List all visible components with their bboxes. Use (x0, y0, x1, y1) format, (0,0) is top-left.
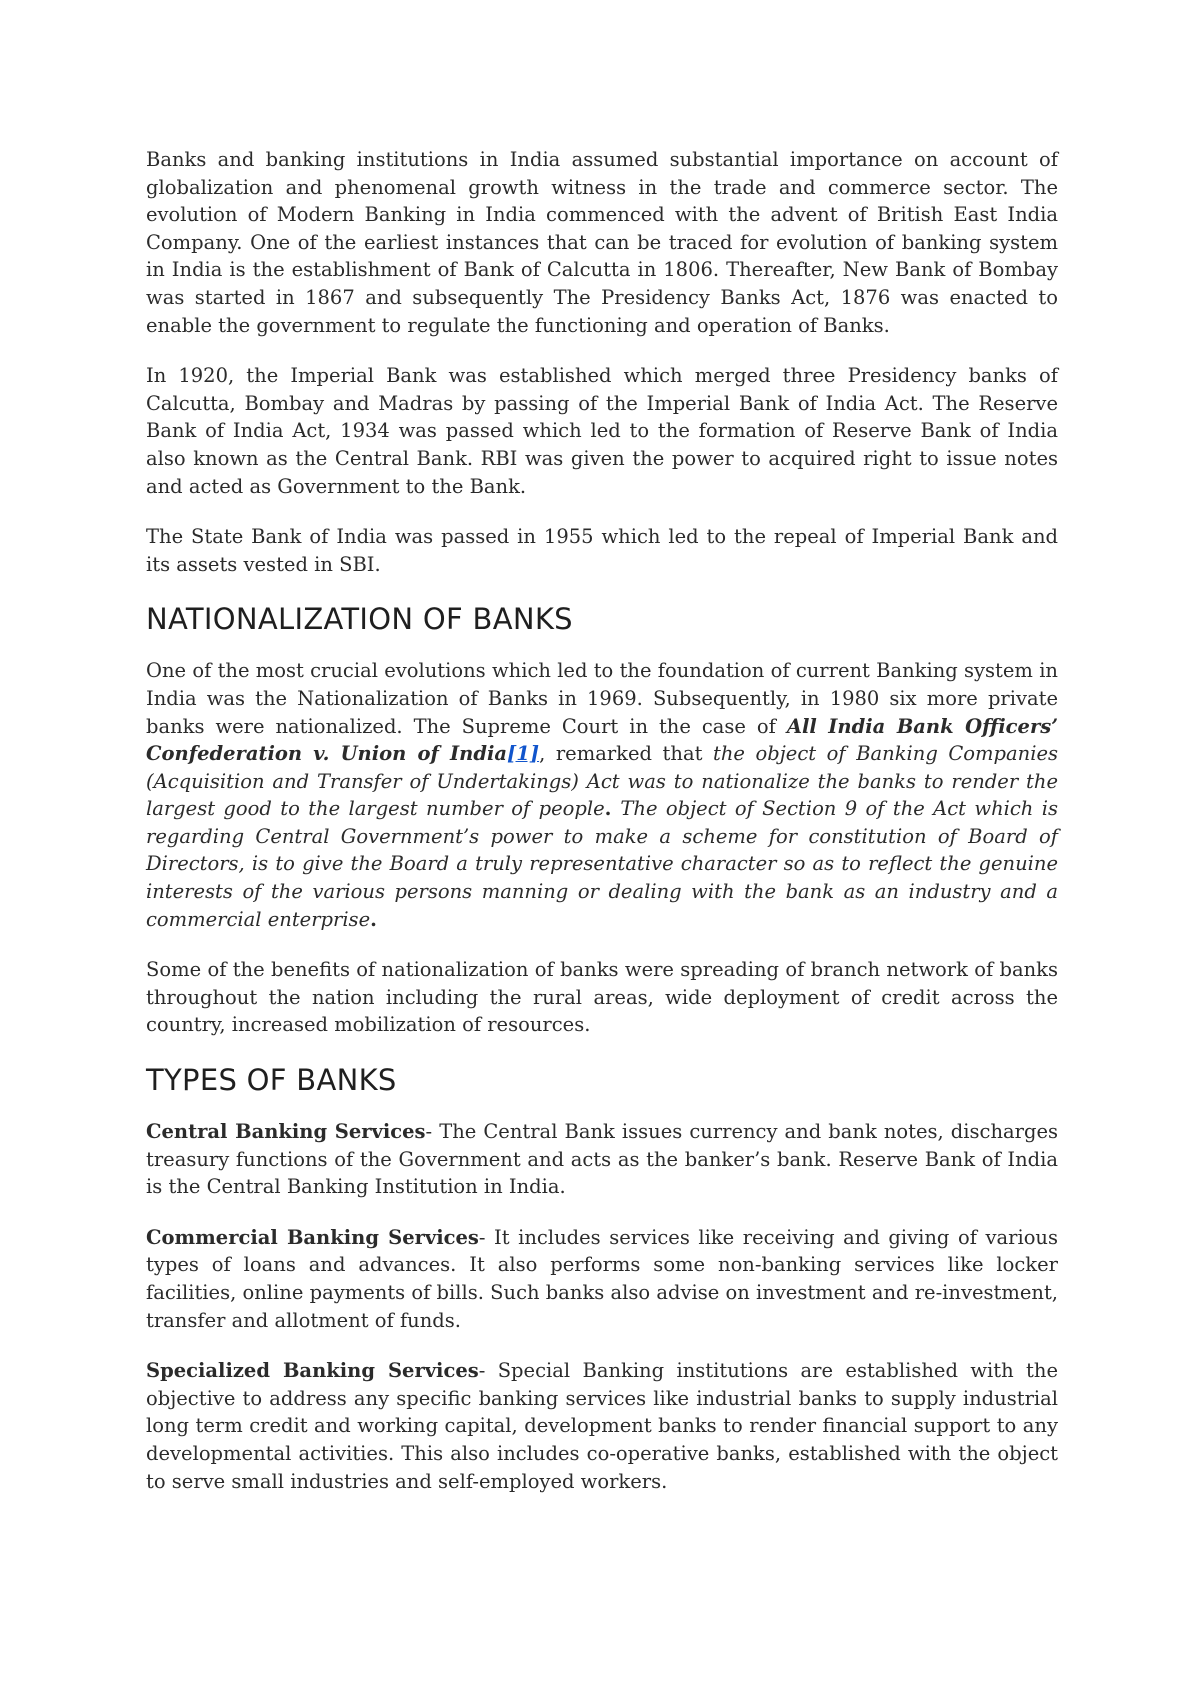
bank-type-specialized (146, 1357, 1058, 1495)
nationalization-heading: NATIONALIZATION OF BANKS (146, 602, 573, 637)
bank-type-title: Specialized Banking Services (146, 1359, 479, 1383)
bank-type-text: - It includes services like receiving and giving of various types of loans and advances. It also performs some non-banking services like locker facilities, online payments of bills. Such banks also advise on investment and re-investment, transfer and allotment of funds. (146, 1225, 1058, 1332)
nationalization-text-start: One of the most crucial evolutions which led to the foundation of current Banking system in India was the Nationalization of Banks in 1969. Subsequently, in 1980 six more private banks were nationalized. The Supreme Court in the case of (146, 659, 1058, 738)
quote-punctuation: . (604, 797, 621, 821)
court-quote-2: The object of Section 9 of the Act which is regarding Central Government’s power to make a scheme for constitution of Board of Directors, is to give the Board a truly representative character so as to reflect the genuine interests of the various persons manning or dealing with the bank as an industry and a commercial enterprise (146, 797, 1058, 931)
bank-type-commercial (146, 1224, 1058, 1334)
intro-paragraph-3: The State Bank of India was passed in 1955 which led to the repeal of Imperial Bank and its assets vested in SBI. (146, 525, 1058, 576)
bank-type-central (146, 1118, 1058, 1201)
intro-paragraph-1: Banks and banking institutions in India assumed substantial importance on account of globalization and phenomenal growth witness in the trade and commerce sector. The evolution of Modern Banking in India commenced with the advent of British East India Company. One of the earliest instances that can be traced for evolution of banking system in India is the establishment of Bank of Calcutta in 1806. Thereafter, New Bank of Bombay was started in 1867 and subsequently The Presidency Banks Act, 1876 was enacted to enable the government to regulate the functioning and operation of Banks. (146, 148, 1058, 337)
footnote-link[interactable]: [1] (507, 742, 540, 766)
bank-type-text: - Special Banking institutions are established with the objective to address any specific banking services like industrial banks to supply industrial long term credit and working capital, development banks to render financial support to any developmental activities. This also includes co-operative banks, established with the object to serve small industries and self-employed workers. (146, 1359, 1058, 1493)
case-citation: All India Bank Officers’ Confederation v. Union of India (146, 714, 1059, 766)
types-heading: TYPES OF BANKS (146, 1063, 397, 1098)
nationalization-paragraph-2: Some of the benefits of nationalization of banks were spreading of branch network of banks throughout the nation including the rural areas, wide deployment of credit across the country, increased mobilization of resources. (146, 958, 1058, 1037)
intro-paragraph-2: In 1920, the Imperial Bank was established which merged three Presidency banks of Calcutta, Bombay and Madras by passing of the Imperial Bank of India Act. The Reserve Bank of India Act, 1934 was passed which led to the formation of Reserve Bank of India also known as the Central Bank. RBI was given the power to acquired right to issue notes and acted as Government to the Bank. (146, 364, 1058, 498)
bank-type-title: Commercial Banking Services (146, 1225, 479, 1249)
bank-type-text: - The Central Bank issues currency and bank notes, discharges treasury functions of the Government and acts as the banker’s bank. Reserve Bank of India is the Central Banking Institution in India. (146, 1120, 1058, 1199)
document-page (146, 146, 1058, 1518)
nationalization-paragraph-1 (146, 657, 1058, 933)
court-quote: the object of Banking Companies (Acquisition and Transfer of Undertakings) Act was to nationalize the banks to render the largest good to the largest number of people (146, 742, 1058, 821)
quote-2-punctuation: . (370, 907, 377, 931)
nationalization-text-mid: , remarked that (539, 742, 713, 766)
bank-type-title: Central Banking Services (146, 1120, 426, 1144)
